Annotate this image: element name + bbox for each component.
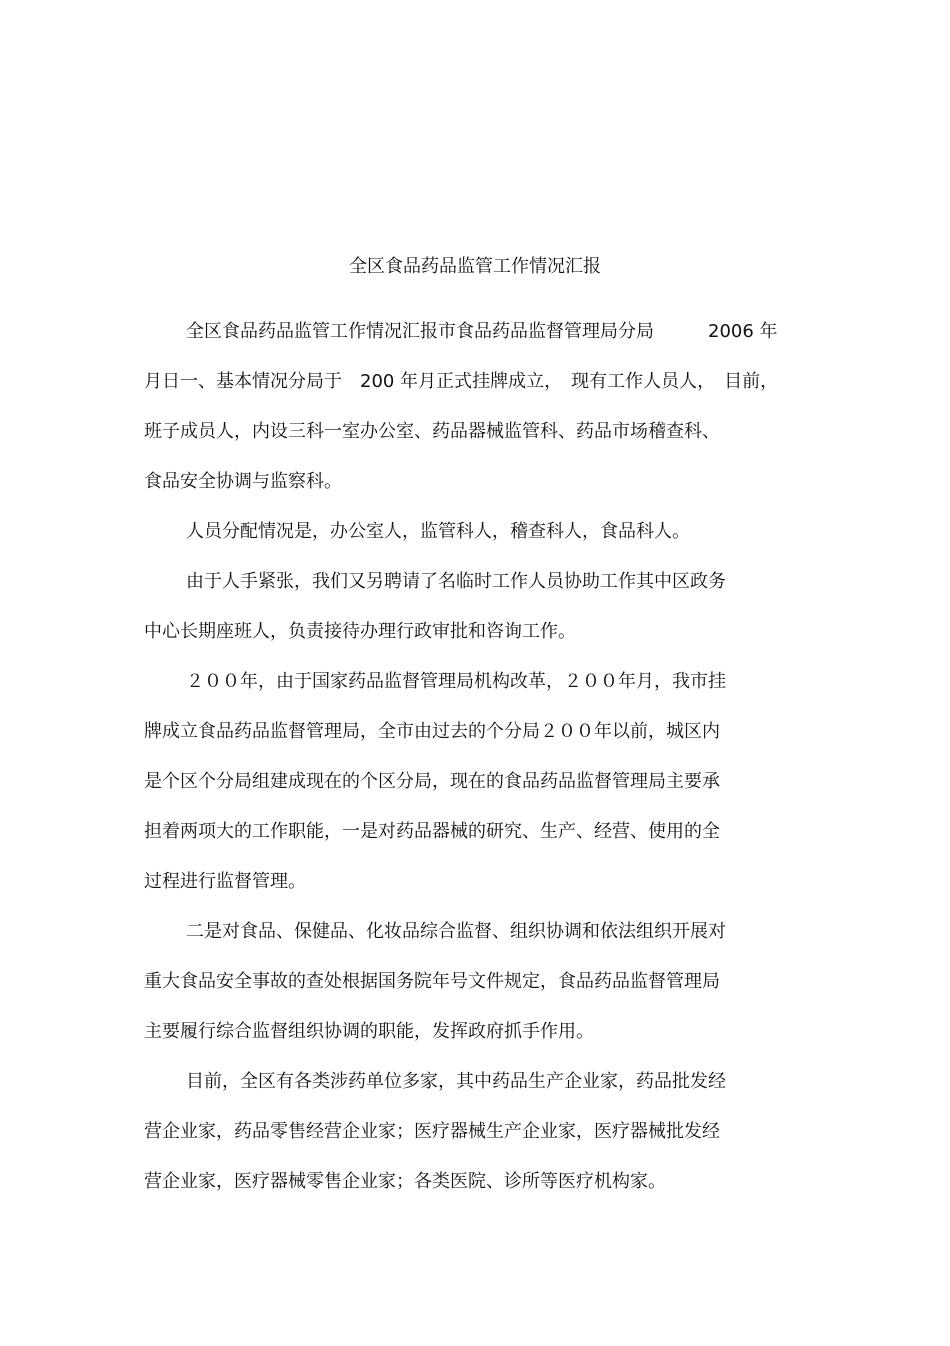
paragraph-line: 月日一、基本情况分局于 200 年月正式挂牌成立， 现有工作人员人， 目前， — [144, 371, 779, 392]
paragraph-line: 由于人手紧张，我们又另聘请了名临时工作人员协助工作其中区政务 — [186, 571, 726, 592]
paragraph-line: 二是对食品、保健品、化妆品综合监督、组织协调和依法组织开展对 — [186, 921, 726, 942]
paragraph-line: 主要履行综合监督组织协调的职能，发挥政府抓手作用。 — [144, 1021, 594, 1042]
paragraph-line: 是个区个分局组建成现在的个区分局，现在的食品药品监督管理局主要承 — [144, 771, 720, 792]
paragraph-line: 中心长期座班人，负责接待办理行政审批和咨询工作。 — [144, 621, 576, 642]
paragraph-line: 重大食品安全事故的查处根据国务院年号文件规定，食品药品监督管理局 — [144, 971, 720, 992]
paragraph-line: 全区食品药品监管工作情况汇报市食品药品监督管理局分局 2006 年 — [186, 321, 778, 342]
paragraph-line: 担着两项大的工作职能，一是对药品器械的研究、生产、经营、使用的全 — [144, 821, 720, 842]
paragraph-line: 班子成员人，内设三科一室办公室、药品器械监管科、药品市场稽查科、 — [144, 421, 720, 442]
paragraph-line: 营企业家，医疗器械零售企业家；各类医院、诊所等医疗机构家。 — [144, 1171, 666, 1192]
paragraph-line: 目前，全区有各类涉药单位多家，其中药品生产企业家，药品批发经 — [186, 1071, 726, 1092]
paragraph-line: 食品安全协调与监察科。 — [144, 471, 342, 492]
document-title: 全区食品药品监管工作情况汇报 — [349, 256, 601, 277]
paragraph-line: 牌成立食品药品监督管理局，全市由过去的个分局２００年以前，城区内 — [144, 721, 720, 742]
paragraph-line: 过程进行监督管理。 — [144, 871, 306, 892]
paragraph-line: ２００年，由于国家药品监督管理局机构改革，２００年月，我市挂 — [186, 671, 726, 692]
paragraph-line: 人员分配情况是，办公室人，监管科人，稽查科人，食品科人。 — [186, 521, 690, 542]
paragraph-line: 营企业家，药品零售经营企业家；医疗器械生产企业家，医疗器械批发经 — [144, 1121, 720, 1142]
